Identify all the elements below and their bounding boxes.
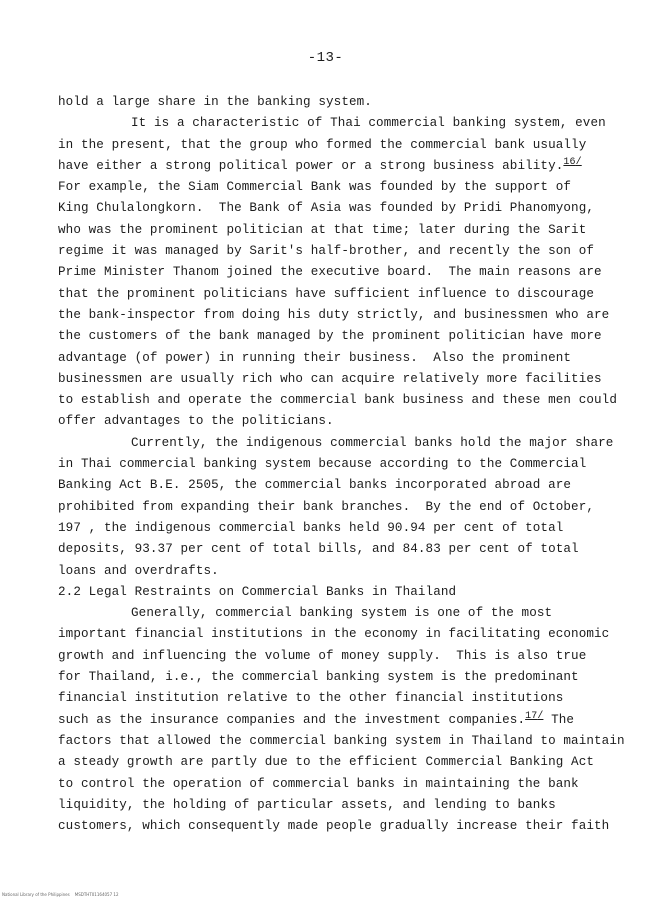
footnote-ref-16: 16 <box>563 156 576 168</box>
text-line: important financial institutions in the economy in facilitating economic <box>58 627 610 642</box>
text-line: in the present, that the group who formed the commercial bank usually <box>58 137 587 152</box>
text-line <box>58 156 628 177</box>
footnote-slash: / <box>575 156 582 168</box>
text-line: financial institution relative to the other financial institutions <box>58 691 564 706</box>
text-line: advantage (of power) in running their business. Also the prominent <box>58 350 572 365</box>
text-line: loans and overdrafts. <box>58 563 219 578</box>
text-line: a steady growth are partly due to the efficient Commercial Banking Act <box>58 755 595 770</box>
text-line: prohibited from expanding their bank branches. By the end of October, <box>58 499 595 514</box>
text-line: 197 , the indigenous commercial banks held 90.94 per cent of total <box>58 520 564 535</box>
text-line: Generally, commercial banking system is one of the most <box>131 606 553 621</box>
text-line: Banking Act B.E. 2505, the commercial banks incorporated abroad are <box>58 478 572 493</box>
text-line: Prime Minister Thanom joined the executive board. The main reasons are <box>58 265 602 280</box>
text-line: hold a large share in the banking system. <box>58 95 372 109</box>
text-line <box>58 710 628 731</box>
text-line: Currently, the indigenous commercial banks hold the major share <box>131 435 614 450</box>
text-line: deposits, 93.37 per cent of total bills, and 84.83 per cent of total <box>58 542 579 557</box>
section-heading: 2.2 Legal Restraints on Commercial Banks in Thailand <box>58 584 457 599</box>
text-line: growth and influencing the volume of money supply. This is also true <box>58 648 587 663</box>
footnote-slash: / <box>537 710 544 722</box>
text-line: For example, the Siam Commercial Bank was founded by the support of <box>58 180 572 195</box>
line-text: have either a strong political power or a strong business ability. <box>58 158 564 173</box>
text-line: to control the operation of commercial banks in maintaining the bank <box>58 776 579 791</box>
text-line: offer advantages to the politicians. <box>58 414 334 429</box>
text-line: customers, which consequently made people gradually increase their faith <box>58 819 610 834</box>
text-line: that the prominent politicians have sufficient influence to discourage <box>58 286 595 301</box>
page-number: -13- <box>307 50 344 66</box>
text-line: for Thailand, i.e., the commercial banking system is the predominant <box>58 670 579 685</box>
text-line: liquidity, the holding of particular assets, and lending to banks <box>58 797 556 812</box>
line-text-tail: The <box>543 712 575 727</box>
text-line: businessmen are usually rich who can acquire relatively more facilities <box>58 371 602 386</box>
text-line: King Chulalongkorn. The Bank of Asia was founded by Pridi Phanomyong, <box>58 201 595 216</box>
footnote-ref-17: 17 <box>525 710 538 722</box>
body-text <box>58 92 628 837</box>
text-line: regime it was managed by Sarit's half-brother, and recently the son of <box>58 244 595 259</box>
text-line: who was the prominent politician at that time; later during the Sarit <box>58 222 587 237</box>
line-text: such as the insurance companies and the investment companies. <box>58 712 526 727</box>
text-line: in Thai commercial banking system because according to the Commercial <box>58 457 587 472</box>
text-line: factors that allowed the commercial banking system in Thailand to maintain <box>58 733 625 748</box>
text-line: the customers of the bank managed by the prominent politician have more <box>58 329 602 344</box>
text-line: the bank-inspector from doing his duty strictly, and businessmen who are <box>58 307 610 322</box>
text-line: It is a characteristic of Thai commercial banking system, even <box>131 116 606 131</box>
scan-footer: National Library of the Philippines MSDTHT01164057 12 <box>2 892 119 897</box>
text-line: to establish and operate the commercial bank business and these men could <box>58 393 617 408</box>
